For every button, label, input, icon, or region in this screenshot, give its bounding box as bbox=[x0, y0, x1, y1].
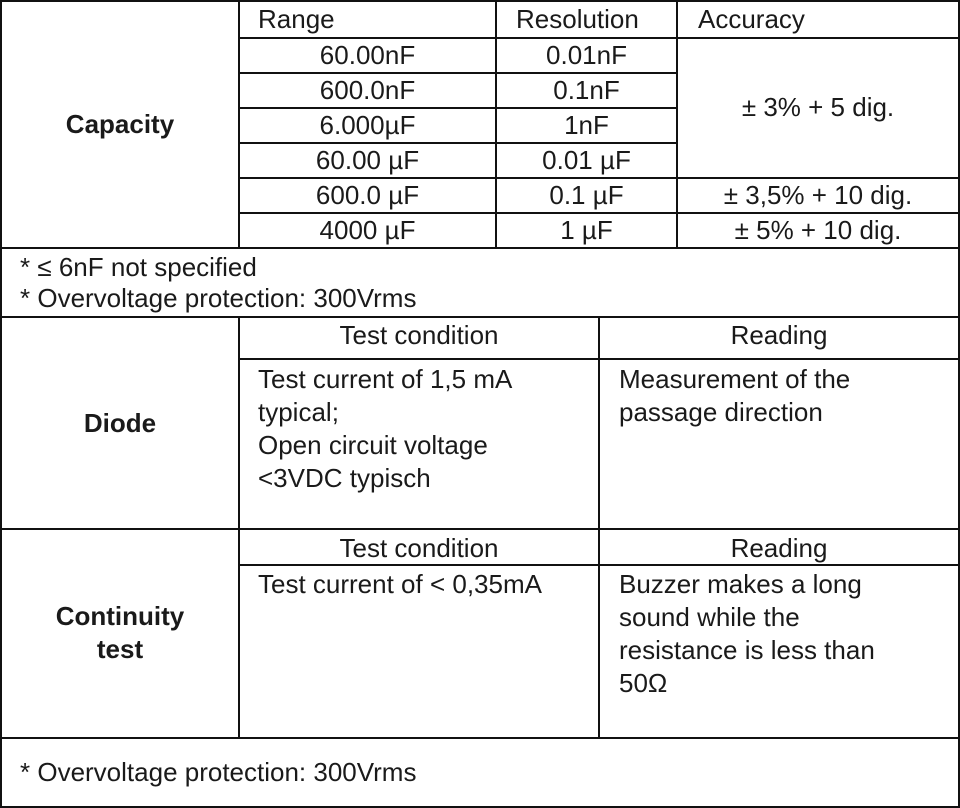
continuity-reading-line: Buzzer makes a long bbox=[619, 569, 862, 599]
continuity-condition-line: Test current of < 0,35mA bbox=[258, 569, 542, 599]
divider bbox=[0, 528, 960, 530]
divider bbox=[0, 737, 960, 739]
diode-header-condition: Test condition bbox=[339, 320, 499, 350]
diode-condition-line: typical; bbox=[258, 397, 339, 427]
diode-condition-line: <3VDC typisch bbox=[258, 463, 431, 493]
header-range: Range bbox=[258, 4, 335, 34]
continuity-header-reading: Reading bbox=[730, 533, 828, 563]
range-cell: 6.000µF bbox=[319, 110, 416, 140]
capacity-note: * Overvoltage protection: 300Vrms bbox=[20, 283, 417, 313]
range-cell: 600.0nF bbox=[319, 75, 416, 105]
diode-condition-line: Open circuit voltage bbox=[258, 430, 488, 460]
border-top bbox=[0, 0, 960, 2]
continuity-label: Continuity bbox=[55, 601, 185, 631]
diode-reading-line: Measurement of the bbox=[619, 364, 851, 394]
continuity-reading-line: sound while the bbox=[619, 602, 800, 632]
footer-note: * Overvoltage protection: 300Vrms bbox=[20, 757, 417, 787]
resolution-cell: 0.1nF bbox=[553, 75, 620, 105]
resolution-cell: 0.01 µF bbox=[542, 145, 631, 175]
accuracy-cell: ± 3,5% + 10 dig. bbox=[723, 180, 913, 210]
continuity-reading-line: 50Ω bbox=[619, 668, 668, 698]
divider bbox=[598, 316, 600, 738]
diode-condition-line: Test current of 1,5 mA bbox=[258, 364, 513, 394]
header-resolution: Resolution bbox=[516, 4, 639, 34]
range-cell: 60.00nF bbox=[319, 40, 416, 70]
capacity-label: Capacity bbox=[65, 109, 175, 139]
accuracy-cell: ± 5% + 10 dig. bbox=[734, 215, 902, 245]
continuity-reading-line: resistance is less than bbox=[619, 635, 875, 665]
resolution-cell: 0.01nF bbox=[546, 40, 627, 70]
continuity-header-condition: Test condition bbox=[339, 533, 499, 563]
divider bbox=[0, 316, 960, 318]
resolution-cell: 0.1 µF bbox=[549, 180, 624, 210]
header-accuracy: Accuracy bbox=[698, 4, 805, 34]
divider bbox=[0, 247, 960, 249]
divider bbox=[238, 358, 960, 360]
divider bbox=[238, 564, 960, 566]
resolution-cell: 1 µF bbox=[560, 215, 613, 245]
continuity-label: test bbox=[96, 634, 144, 664]
accuracy-cell: ± 3% + 5 dig. bbox=[741, 92, 895, 122]
range-cell: 60.00 µF bbox=[315, 145, 420, 175]
capacity-note: * ≤ 6nF not specified bbox=[20, 252, 257, 282]
range-cell: 600.0 µF bbox=[315, 180, 420, 210]
diode-header-reading: Reading bbox=[730, 320, 828, 350]
divider bbox=[238, 316, 240, 738]
resolution-cell: 1nF bbox=[564, 110, 609, 140]
diode-label: Diode bbox=[83, 408, 157, 438]
diode-reading-line: passage direction bbox=[619, 397, 823, 427]
range-cell: 4000 µF bbox=[319, 215, 416, 245]
